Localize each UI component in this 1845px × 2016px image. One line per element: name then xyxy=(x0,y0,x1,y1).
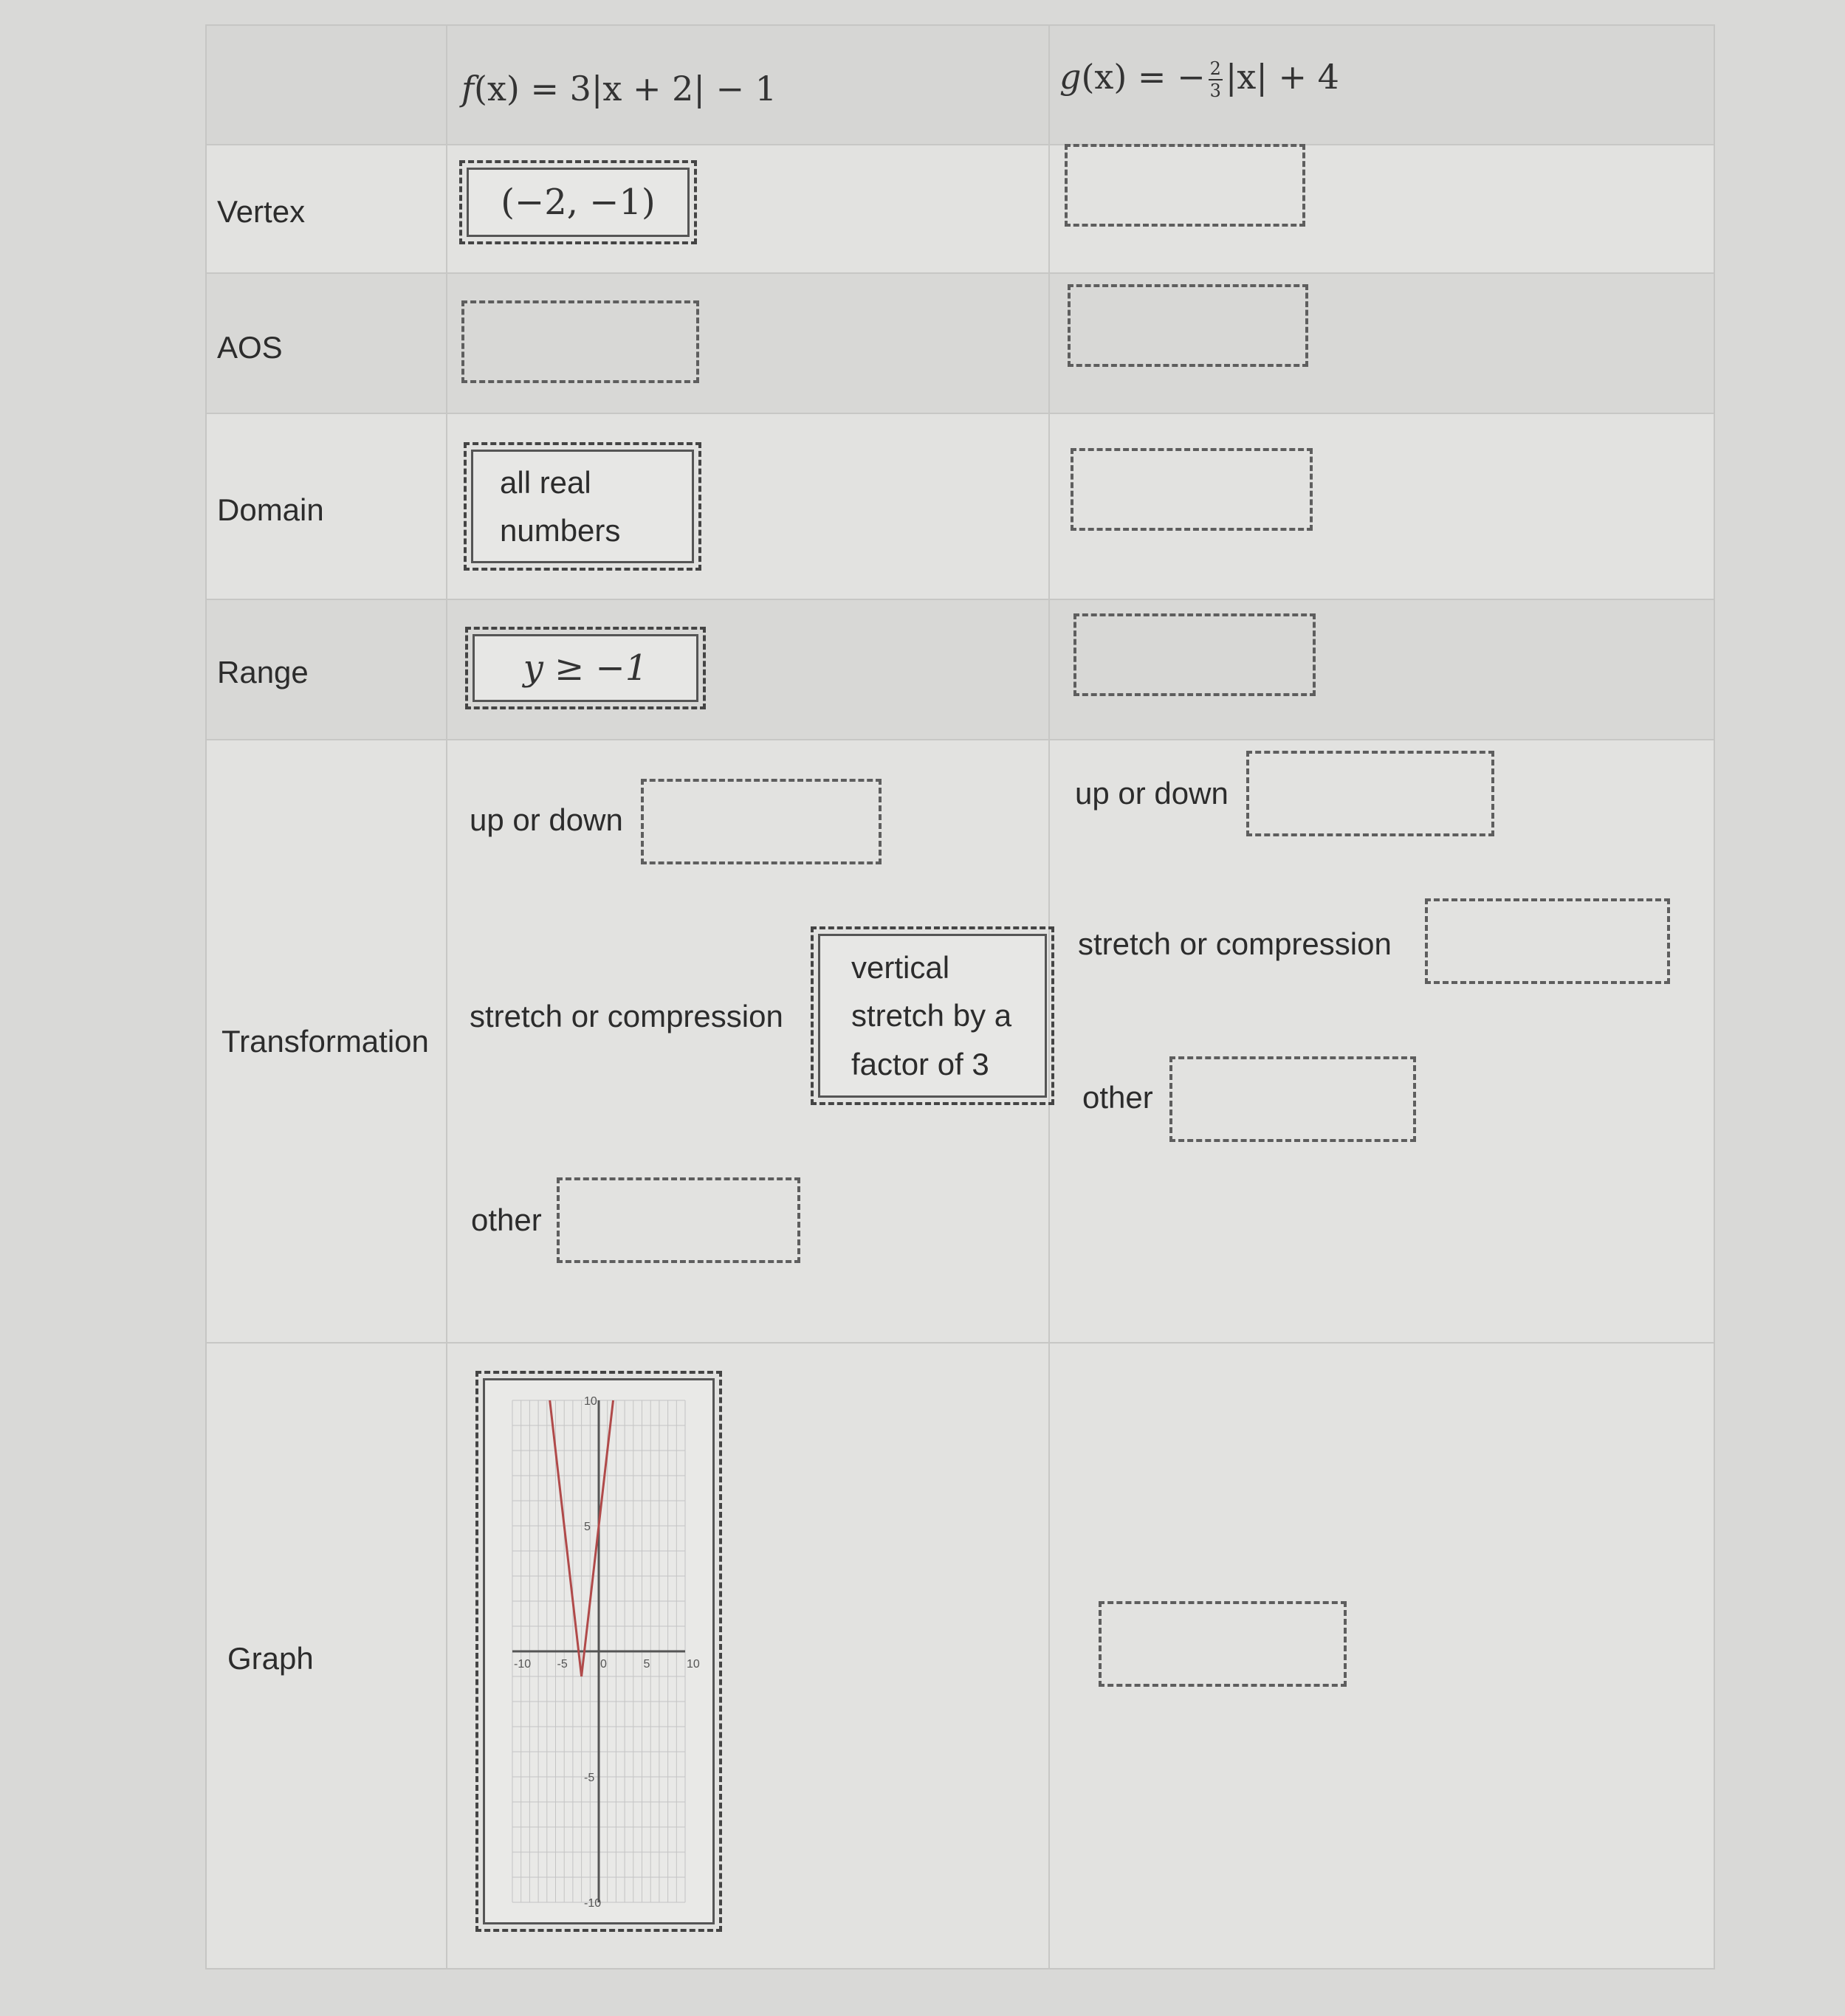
g-stretch-label: stretch or compression xyxy=(1078,926,1392,961)
row-label-transformation: Transformation xyxy=(221,1024,429,1059)
f-domain-answer[interactable] xyxy=(464,442,701,571)
y-tick-label: 10 xyxy=(584,1395,597,1408)
x-tick-label: 10 xyxy=(687,1658,700,1671)
row-label-domain: Domain xyxy=(217,492,324,527)
g-up-down-label: up or down xyxy=(1075,776,1229,811)
g-vertex-dropzone[interactable] xyxy=(1065,144,1305,227)
g-other-label: other xyxy=(1082,1080,1153,1115)
f-up-down-dropzone[interactable] xyxy=(641,779,882,864)
row-label-vertex: Vertex xyxy=(217,194,306,229)
f-graph xyxy=(499,1386,698,1917)
x-tick-label: -5 xyxy=(557,1658,568,1671)
f-graph-answer[interactable] xyxy=(475,1371,722,1932)
f-aos-dropzone[interactable] xyxy=(461,300,699,383)
f-range-value: y ≥ −1 xyxy=(523,647,648,689)
transformation-table xyxy=(205,24,1715,1969)
f-graph-plot xyxy=(499,1386,698,1917)
f-vertex-value: (−2, −1) xyxy=(501,182,656,223)
g-fraction: $\frac{2}{3}$ xyxy=(1209,58,1221,101)
g-domain-dropzone[interactable] xyxy=(1071,448,1313,531)
y-tick-label: -5 xyxy=(584,1772,595,1784)
f-stretch-answer[interactable] xyxy=(811,926,1054,1105)
f-other-dropzone[interactable] xyxy=(557,1177,800,1263)
x-tick-label: 0 xyxy=(600,1658,607,1671)
g-stretch-dropzone[interactable] xyxy=(1425,898,1670,984)
aos-band xyxy=(207,272,1714,413)
g-up-down-dropzone[interactable] xyxy=(1246,751,1494,836)
f-domain-value: all real numbers xyxy=(500,464,621,548)
f-function-header: f(x) = 3|x + 2| − 1 xyxy=(461,69,777,109)
f-other-label: other xyxy=(471,1203,542,1237)
g-other-dropzone[interactable] xyxy=(1169,1056,1416,1142)
range-band xyxy=(207,599,1714,739)
row-label-range: Range xyxy=(217,655,309,689)
header-band xyxy=(207,26,1714,144)
y-tick-label: -10 xyxy=(584,1897,602,1910)
f-stretch-label: stretch or compression xyxy=(470,999,783,1033)
f-stretch-value: vertical stretch by a factor of 3 xyxy=(851,950,1012,1081)
f-up-down-label: up or down xyxy=(470,802,623,837)
g-range-dropzone[interactable] xyxy=(1073,613,1316,696)
f-vertex-answer[interactable] xyxy=(459,160,697,244)
row-label-graph: Graph xyxy=(227,1641,314,1676)
g-function-header: g(x) = − $\frac{2}{3}$ |x| + 4 xyxy=(1059,57,1339,101)
g-aos-dropzone[interactable] xyxy=(1068,284,1308,367)
x-tick-label: -10 xyxy=(514,1658,532,1671)
g-graph-dropzone[interactable] xyxy=(1099,1601,1347,1687)
x-tick-label: 5 xyxy=(643,1658,650,1671)
row-label-aos: AOS xyxy=(217,330,283,365)
y-tick-label: 5 xyxy=(584,1521,591,1533)
f-range-answer[interactable] xyxy=(465,627,706,709)
